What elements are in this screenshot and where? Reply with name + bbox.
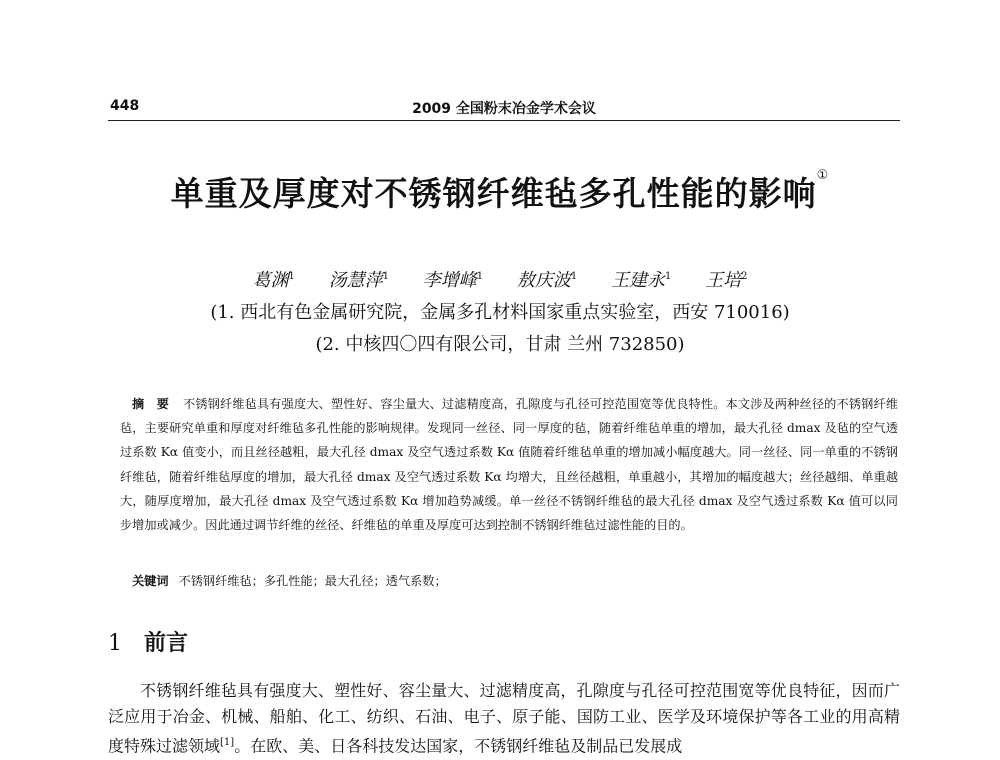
section-heading — [108, 626, 188, 657]
author: 葛渊$^1$ — [252, 270, 295, 291]
title-footnote-mark: ① — [816, 168, 830, 183]
page-number: 448 — [110, 98, 140, 114]
author: 王培$^2$ — [705, 270, 748, 291]
body-paragraph — [108, 678, 900, 759]
section-title: 前言 — [144, 630, 189, 656]
author: 李增峰$^1$ — [422, 270, 484, 291]
citation: [1] — [220, 737, 235, 748]
keywords-text: 不锈钢纤维毡；多孔性能；最大孔径；透气系数； — [178, 574, 447, 588]
keywords — [120, 572, 898, 589]
abstract-text: 不锈钢纤维毡具有强度大、塑性好、容尘量大、过滤精度高，孔隙度与孔径可控范围宽等优良特性。本文涉及两种丝径的不锈钢纤维毡，主要研究单重和厚度对纤维毡多孔性能的影响规律。发现同一丝径、同一厚度的毡，随着纤维毡单重的增加，最大孔径 dmax 及毡的空气透过系数 Kα 值变小，而且丝径越粗，最大孔径 dmax 及空气透过系数 Kα 值随着纤维毡单重的增加减小幅度越大。同一丝径、同一单重的不锈钢纤维毡，随着纤维毡厚度的增加，最大孔径 dmax 及空气透过系数 Kα 均增大，且丝径越粗，单重越小，其增加的幅度越大；丝径越细、单重越大，随厚度增加，最大孔径 dmax 及空气透过系数 Kα 增加趋势减缓。单一丝径不锈钢纤维毡的最大孔径 dmax 及空气透过系数 Kα 值可以同步增加或减少。因此通过调节纤维的丝径、纤维毡的单重及厚度可达到控制不锈钢纤维毡过滤性能的目的。 — [120, 397, 899, 533]
affiliation-2: (2. 中核四〇四有限公司，甘肃 兰州 732850) — [315, 334, 685, 355]
author: 敖庆波$^1$ — [516, 270, 578, 291]
abstract — [120, 392, 898, 537]
author-list — [100, 266, 900, 292]
section-number: 1 — [108, 631, 122, 656]
running-header — [108, 94, 900, 121]
author: 王建永$^1$ — [610, 270, 672, 291]
affiliation-1: (1. 西北有色金属研究院，金属多孔材料国家重点实验室，西安 710016) — [210, 302, 790, 323]
abstract-label: 摘 要 — [132, 397, 169, 411]
paper-title — [100, 168, 900, 215]
conference-title: 2009 全国粉末冶金学术会议 — [412, 101, 596, 117]
author: 汤慧萍$^1$ — [328, 270, 390, 291]
body-text-a: 不锈钢纤维毡具有强度大、塑性好、容尘量大、过滤精度高，孔隙度与孔径可控范围宽等优良特征，因而广泛应用于冶金、机械、船舶、化工、纺织、石油、电子、原子能、国防工业、医学及环境保护等各工业的用高精度特殊过滤领域 — [108, 681, 900, 756]
body-text-b: 。在欧、美、日各科技发达国家，不锈钢纤维毡及制品已发展成 — [234, 736, 683, 756]
paper-title-text: 单重及厚度对不锈钢纤维毡多孔性能的影响 — [170, 174, 817, 213]
keywords-label: 关键词 — [132, 574, 169, 588]
